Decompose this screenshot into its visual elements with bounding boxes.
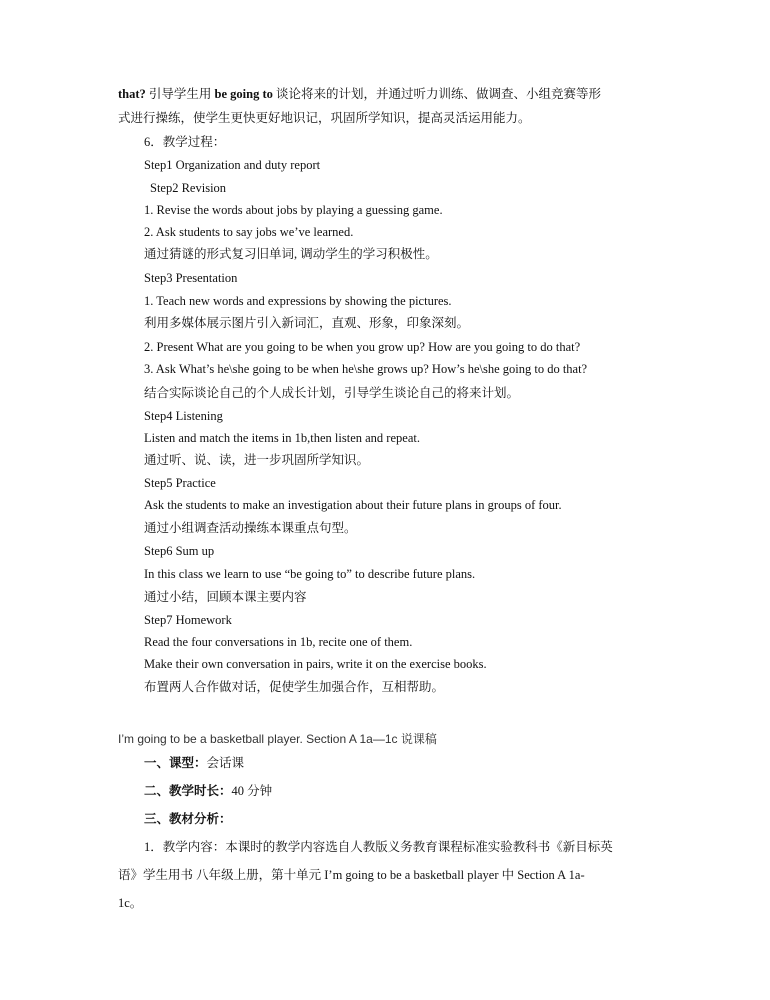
- content-line: 1．教学内容：本课时的教学内容选自人教版义务教育课程标准实验教科书《新目标英: [144, 840, 613, 854]
- heading-label: 三、教材分析：: [144, 812, 232, 826]
- step-line: 布置两人合作做对话，促使学生加强合作，互相帮助。: [144, 680, 445, 694]
- step-line: 3. Ask What’s he\she going to be when he\she grows up? How’s he\she going to do that?: [144, 362, 588, 376]
- intro-line-2: 式进行操练，使学生更快更好地识记，巩固所学知识，提高灵活运用能力。: [118, 111, 531, 125]
- intro-be-going-to: be going to: [214, 87, 273, 101]
- step-line: Listen and match the items in 1b,then listen and repeat.: [144, 431, 420, 445]
- step-line: Step7 Homework: [144, 613, 232, 627]
- step-line: 利用多媒体展示图片引入新词汇，直观、形象，印象深刻。: [144, 316, 470, 330]
- step-line: Step4 Listening: [144, 409, 223, 423]
- step-line: 通过听、说、读，进一步巩固所学知识。: [144, 453, 370, 467]
- content-line: 1c。: [118, 896, 143, 910]
- step-line: 通过小结，回顾本课主要内容: [144, 590, 307, 604]
- step-line: 1. Teach new words and expressions by showing the pictures.: [144, 294, 452, 308]
- step-line: 1. Revise the words about jobs by playing a guessing game.: [144, 203, 443, 217]
- heading-label: 二、教学时长：: [144, 784, 232, 798]
- step-line: 通过猜谜的形式复习旧单词, 调动学生的学习积极性。: [144, 247, 438, 261]
- step-line: Step3 Presentation: [144, 271, 238, 285]
- heading-value: 会话课: [206, 756, 245, 770]
- step-line: 通过小组调查活动操练本课重点句型。: [144, 521, 357, 535]
- heading-value: 40 分钟: [231, 784, 273, 798]
- step-line: Step6 Sum up: [144, 544, 215, 558]
- intro-line-1: [118, 86, 601, 102]
- step-line: In this class we learn to use “be going to” to describe future plans.: [144, 567, 476, 581]
- intro-that: that?: [118, 87, 146, 101]
- heading-course-type: [144, 755, 244, 771]
- heading-material-analysis: [144, 811, 232, 827]
- process-heading: 6．教学过程：: [144, 135, 226, 149]
- step-line: Read the four conversations in 1b, recite one of them.: [144, 635, 413, 649]
- step-line: 2. Ask students to say jobs we’ve learned.: [144, 225, 354, 239]
- heading-duration: [144, 783, 272, 799]
- step-line: 2. Present What are you going to be when you grow up? How are you going to do that?: [144, 340, 581, 354]
- step-line: Make their own conversation in pairs, write it on the exercise books.: [144, 657, 487, 671]
- intro-text-2: 谈论将来的计划，并通过听力训练、做调查、小组竞赛等形: [276, 87, 602, 101]
- step-line: Step1 Organization and duty report: [144, 158, 321, 172]
- heading-label: 一、课型：: [144, 756, 207, 770]
- step-line: Step2 Revision: [150, 181, 227, 195]
- step-line: Step5 Practice: [144, 476, 216, 490]
- step-line: Ask the students to make an investigation about their future plans in groups of four.: [144, 498, 562, 512]
- section-title: I’m going to be a basketball player. Section A 1a—1c 说课稿: [118, 732, 437, 746]
- content-line: 语》学生用书 八年级上册，第十单元 I’m going to be a basketball player 中 Section A 1a-: [118, 868, 585, 882]
- step-line: 结合实际谈论自己的个人成长计划，引导学生谈论自己的将来计划。: [144, 386, 520, 400]
- intro-text-1: 引导学生用: [148, 87, 212, 101]
